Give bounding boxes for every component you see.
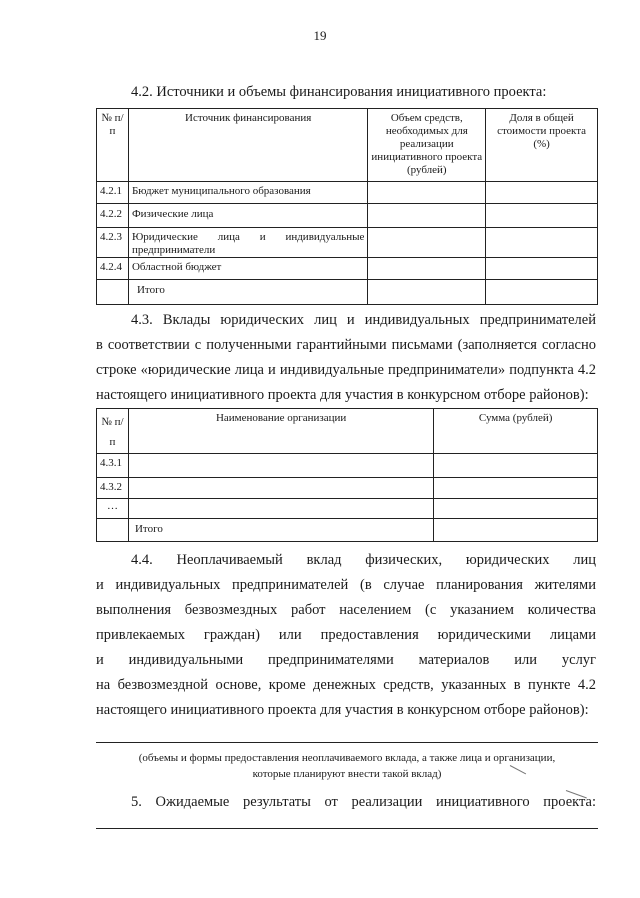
share-cell[interactable] [486, 258, 598, 280]
total-label: Итого [128, 280, 367, 305]
row-num: 4.2.1 [97, 182, 129, 204]
share-cell[interactable] [486, 182, 598, 204]
table-row [97, 258, 598, 280]
row-num: 4.3.2 [97, 478, 129, 499]
sum-cell[interactable] [434, 454, 598, 478]
row-source: Юридические лица и индивидуальные предприниматели [128, 228, 367, 258]
table-row [97, 499, 598, 519]
section-4-3-line-1: 4.3. Вклады юридических лиц и индивидуальных предпринимателей [131, 312, 596, 328]
header-amount: Объем средств, необходимых для реализации инициативного проекта (рублей) [368, 109, 486, 182]
row-num: 4.2.3 [97, 228, 129, 258]
row-num: … [97, 499, 129, 519]
total-label: Итого [128, 519, 433, 542]
table-row [97, 454, 598, 478]
total-amount-cell[interactable] [368, 280, 486, 305]
header-num: № п/п [97, 409, 129, 454]
section-4-2-title: 4.2. Источники и объемы финансирования инициативного проекта: [131, 84, 547, 100]
financing-sources-table [96, 108, 598, 305]
table-row [97, 204, 598, 228]
section-4-4-line-3: выполнения безвозмездных работ населением (с указанием количества [96, 602, 596, 618]
total-share-cell[interactable] [486, 280, 598, 305]
fill-in-line-results[interactable] [96, 828, 598, 829]
amount-cell[interactable] [368, 258, 486, 280]
amount-cell[interactable] [368, 204, 486, 228]
section-4-3-line-4: настоящего инициативного проекта для участия в конкурсном отборе районов): [96, 387, 589, 403]
header-share: Доля в общей стоимости проекта (%) [486, 109, 598, 182]
row-num: 4.3.1 [97, 454, 129, 478]
row-source: Бюджет муниципального образования [128, 182, 367, 204]
sum-cell[interactable] [434, 478, 598, 499]
row-num: 4.2.4 [97, 258, 129, 280]
sum-cell[interactable] [434, 499, 598, 519]
total-sum-cell[interactable] [434, 519, 598, 542]
table-row [97, 182, 598, 204]
row-source: Областной бюджет [128, 258, 367, 280]
section-4-4-line-1: 4.4. Неоплачиваемый вклад физических, юридических лиц [131, 552, 596, 568]
share-cell[interactable] [486, 228, 598, 258]
section-4-3-line-3: строке «юридические лица и индивидуальные предприниматели» подпункта 4.2 [96, 362, 596, 378]
total-row [97, 519, 598, 542]
header-num: № п/п [97, 109, 129, 182]
contribution-note-line-1: (объемы и формы предоставления неоплачиваемого вклада, а также лица и организации, [138, 752, 556, 764]
section-4-4-line-4: привлекаемых граждан) или предоставления юридическими лицами [96, 627, 596, 643]
table-row [97, 228, 598, 258]
section-4-4-line-7: настоящего инициативного проекта для участия в конкурсном отборе районов): [96, 702, 589, 718]
org-cell[interactable] [128, 478, 433, 499]
table-row [97, 478, 598, 499]
section-4-4-line-2: и индивидуальных предпринимателей (в случае планирования жителями [96, 577, 596, 593]
row-num: 4.2.2 [97, 204, 129, 228]
page-number: 19 [313, 28, 327, 43]
section-4-3-line-2: в соответствии с полученными гарантийными письмами (заполняется согласно [96, 337, 596, 353]
total-row [97, 280, 598, 305]
contribution-note-line-2: которые планируют внести такой вклад) [252, 768, 442, 780]
header-source: Источник финансирования [128, 109, 367, 182]
org-cell[interactable] [128, 454, 433, 478]
section-4-4-line-5: и индивидуальными предпринимателями материалов или услуг [96, 652, 596, 668]
share-cell[interactable] [486, 204, 598, 228]
header-org: Наименование организации [128, 409, 433, 454]
contributions-table [96, 408, 598, 542]
org-cell[interactable] [128, 499, 433, 519]
section-5-title: 5. Ожидаемые результаты от реализации инициативного проекта: [131, 794, 596, 810]
amount-cell[interactable] [368, 228, 486, 258]
fill-in-line-contribution[interactable] [96, 742, 598, 743]
row-source: Физические лица [128, 204, 367, 228]
section-4-4-line-6: на безвозмездной основе, кроме денежных средств, указанных в пункте 4.2 [96, 677, 596, 693]
amount-cell[interactable] [368, 182, 486, 204]
header-sum: Сумма (рублей) [434, 409, 598, 454]
